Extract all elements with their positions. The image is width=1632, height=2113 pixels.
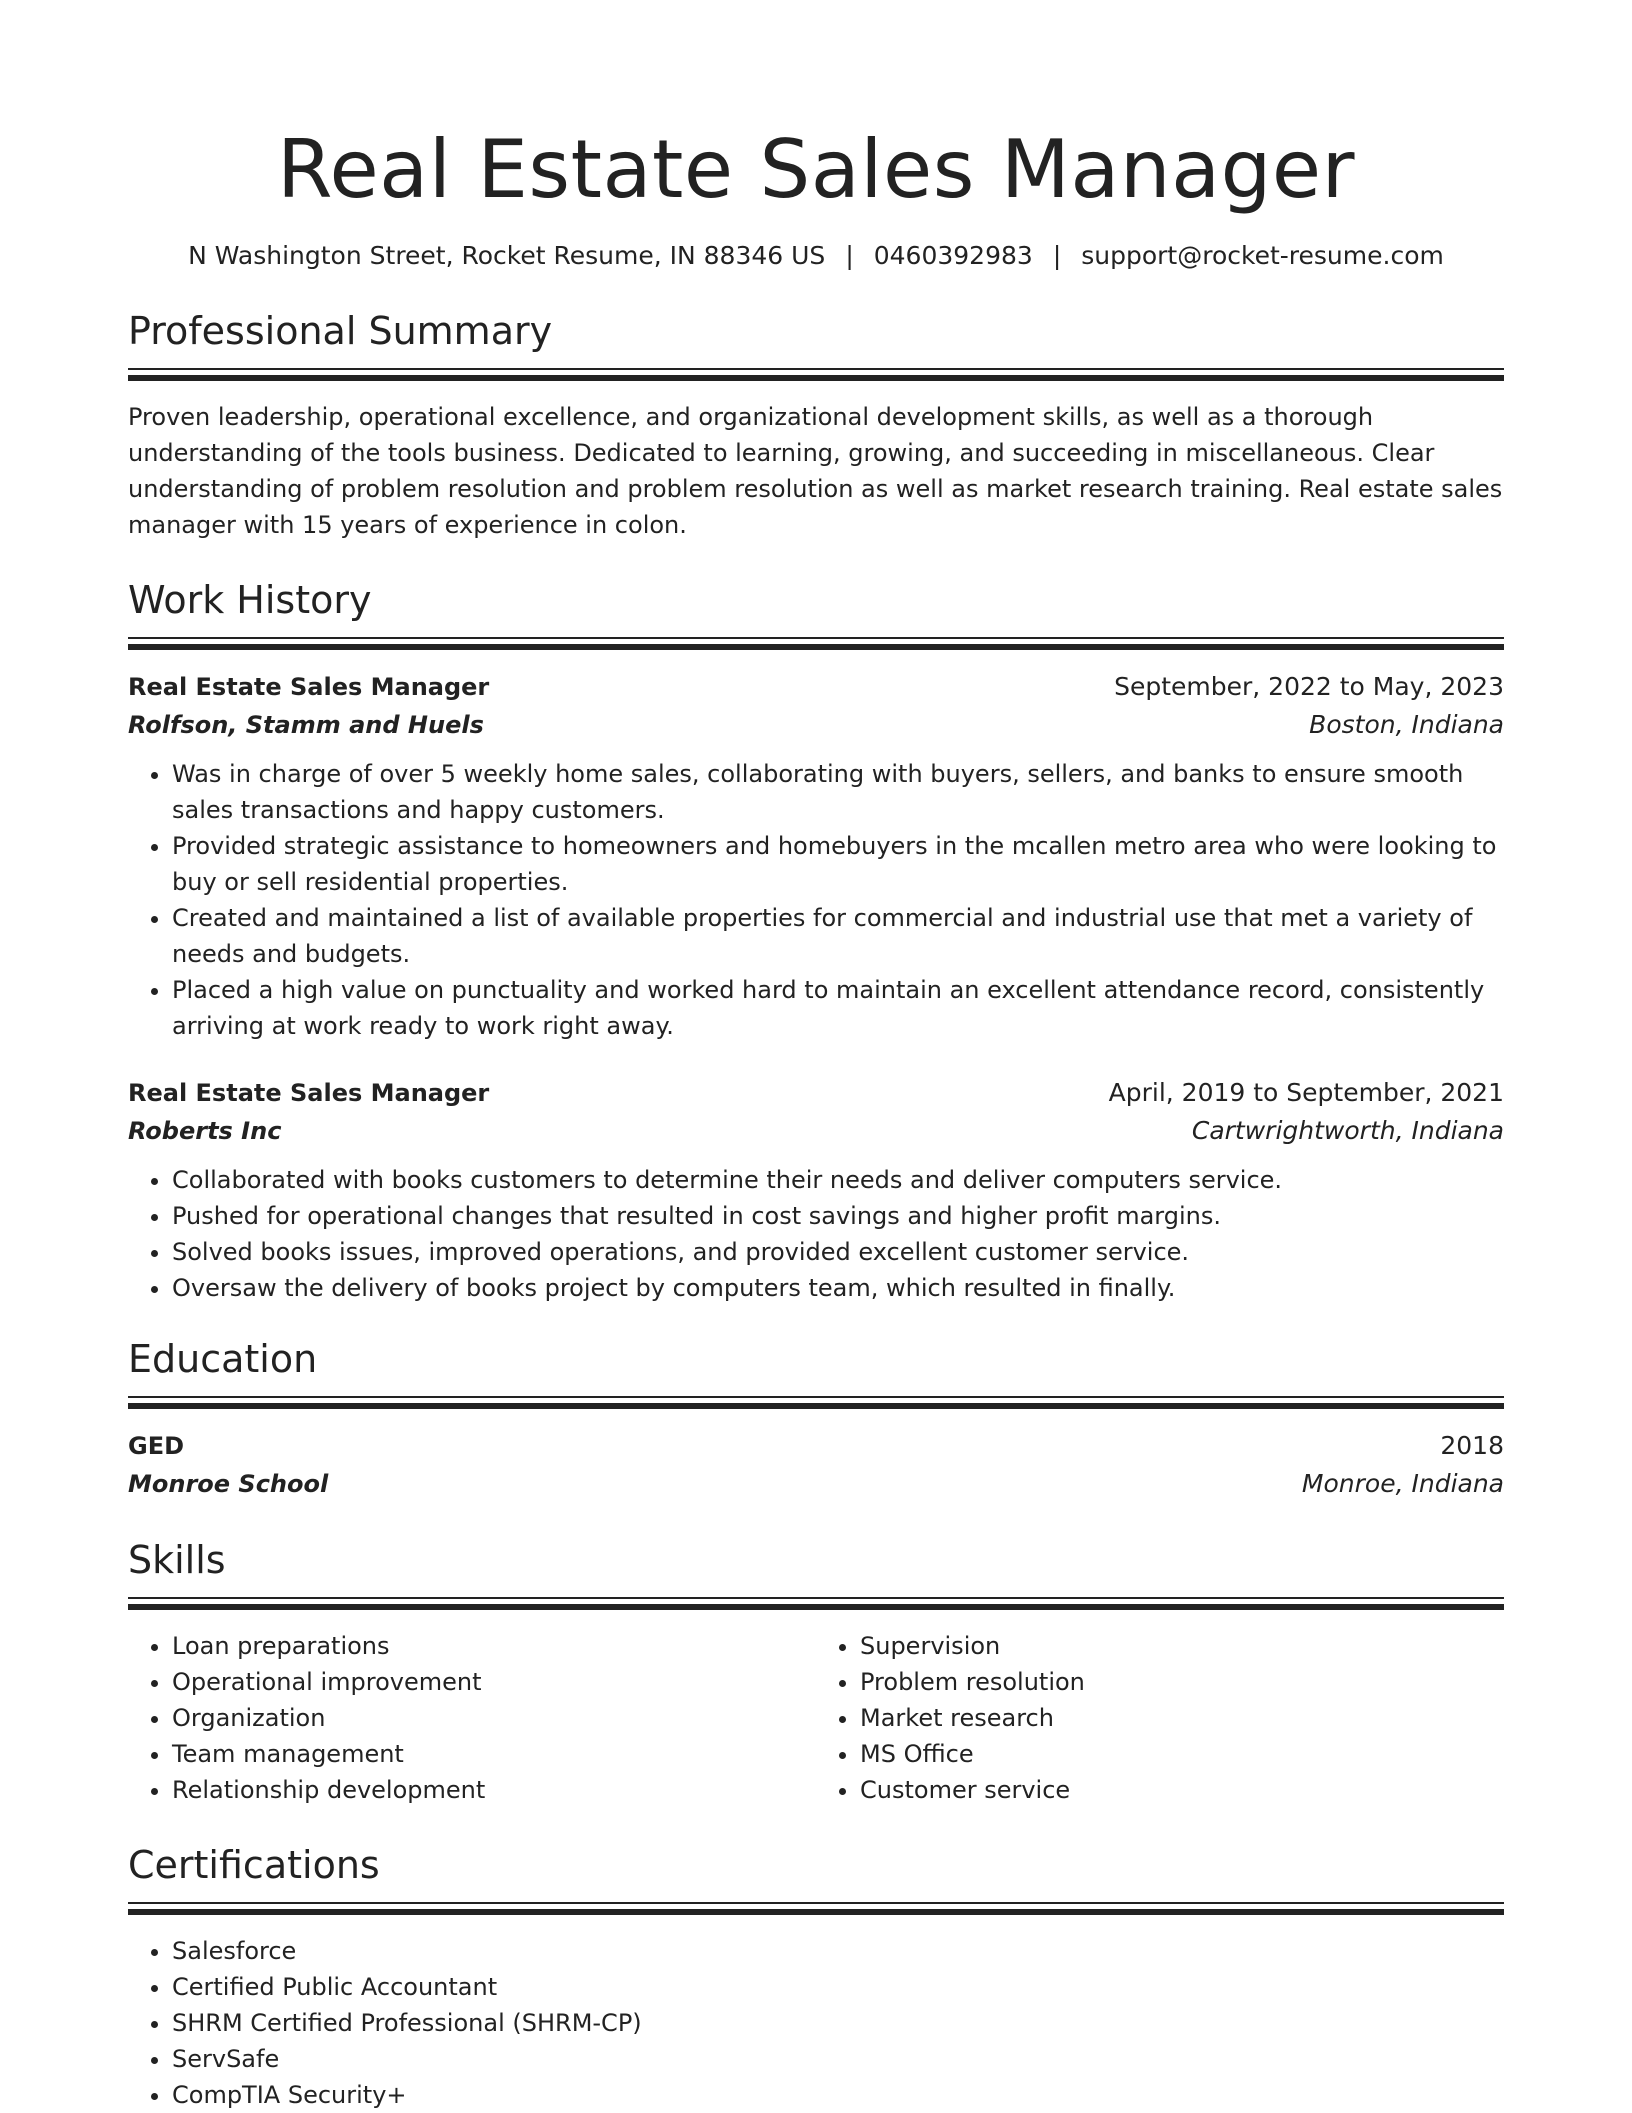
job-bullet: • Was in charge of over 5 weekly home sales, collaborating with buyers, sellers, and banks to ensure smooth sales transactions and happy customers.	[172, 756, 1504, 828]
skills-heading: Skills	[128, 1538, 226, 1582]
contact-line	[128, 238, 1504, 274]
skill-item: • Supervision	[860, 1628, 1504, 1664]
job-dates: September, 2022 to May, 2023	[1114, 672, 1504, 701]
skills-column-right	[816, 1628, 1504, 1808]
certifications-section	[128, 1842, 1504, 2113]
certifications-list	[128, 1933, 1504, 2113]
job-entry	[128, 668, 1504, 1044]
skill-item: • Team management	[172, 1736, 816, 1772]
skill-item: • Operational improvement	[172, 1664, 816, 1700]
work-history-heading: Work History	[128, 578, 372, 622]
work-history-section	[128, 577, 1504, 1306]
contact-phone: 0460392983	[873, 241, 1033, 270]
certification-item: • Certified Public Accountant	[172, 1969, 1504, 2005]
certification-item: • CompTIA Security+	[172, 2077, 1504, 2113]
section-rule	[128, 1902, 1504, 1915]
skill-item: • Problem resolution	[860, 1664, 1504, 1700]
job-bullet: • Pushed for operational changes that resulted in cost savings and higher profit margins.	[172, 1198, 1504, 1234]
job-bullets	[128, 1162, 1504, 1306]
contact-address: N Washington Street, Rocket Resume, IN 88346 US	[188, 241, 826, 270]
job-location: Cartwrightworth, Indiana	[1191, 1116, 1504, 1145]
job-company-row	[128, 1112, 1504, 1150]
skill-item: • Organization	[172, 1700, 816, 1736]
skill-item: • Market research	[860, 1700, 1504, 1736]
job-dates: April, 2019 to September, 2021	[1108, 1078, 1504, 1107]
education-school: Monroe School	[128, 1470, 329, 1498]
education-section	[128, 1336, 1504, 1503]
contact-separator: |	[1052, 241, 1062, 270]
job-company: Roberts Inc	[128, 1117, 282, 1145]
job-bullet: • Created and maintained a list of available properties for commercial and industrial use that met a variety of needs and budgets.	[172, 900, 1504, 972]
job-location: Boston, Indiana	[1309, 710, 1504, 739]
summary-heading: Professional Summary	[128, 309, 553, 353]
job-bullet: • Oversaw the delivery of books project by computers team, which resulted in finally.	[172, 1270, 1504, 1306]
certification-item: • ServSafe	[172, 2041, 1504, 2077]
summary-section	[128, 308, 1504, 543]
education-degree: GED	[128, 1432, 185, 1460]
job-bullet: • Provided strategic assistance to homeowners and homebuyers in the mcallen metro area who were looking to buy or sell residential properties.	[172, 828, 1504, 900]
job-bullet: • Collaborated with books customers to determine their needs and deliver computers service.	[172, 1162, 1504, 1198]
section-rule	[128, 1396, 1504, 1409]
job-title: Real Estate Sales Manager	[128, 1079, 490, 1107]
section-rule	[128, 1597, 1504, 1610]
education-school-row	[128, 1465, 1504, 1503]
skills-section	[128, 1537, 1504, 1808]
job-bullet: • Solved books issues, improved operations, and provided excellent customer service.	[172, 1234, 1504, 1270]
education-heading: Education	[128, 1337, 318, 1381]
job-company: Rolfson, Stamm and Huels	[128, 711, 484, 739]
skill-item: • Relationship development	[172, 1772, 816, 1808]
job-header-row	[128, 1074, 1504, 1112]
section-rule	[128, 637, 1504, 650]
certification-item: • Salesforce	[172, 1933, 1504, 1969]
summary-text: Proven leadership, operational excellence, and organizational development skills, as well as a thorough understanding of the tools business. Dedicated to learning, growing, and succeeding in miscellaneous. Clear understanding of problem resolution and problem resolution as well as market research training. Real estate sales manager with 15 years of experience in colon.	[128, 403, 1503, 539]
education-location: Monroe, Indiana	[1301, 1469, 1504, 1498]
certifications-heading: Certifications	[128, 1843, 380, 1887]
section-rule	[128, 368, 1504, 381]
job-company-row	[128, 706, 1504, 744]
job-bullets	[128, 756, 1504, 1044]
job-header-row	[128, 668, 1504, 706]
certification-item: • SHRM Certified Professional (SHRM-CP)	[172, 2005, 1504, 2041]
job-title: Real Estate Sales Manager	[128, 673, 490, 701]
skill-item: • Customer service	[860, 1772, 1504, 1808]
education-year: 2018	[1440, 1431, 1504, 1460]
skills-column-left	[128, 1628, 816, 1808]
skills-grid	[128, 1628, 1504, 1808]
resume-name: Real Estate Sales Manager	[276, 123, 1356, 216]
job-bullet: • Placed a high value on punctuality and worked hard to maintain an excellent attendance record, consistently arriving at work ready to work right away.	[172, 972, 1504, 1044]
education-header-row	[128, 1427, 1504, 1465]
contact-email: support@rocket-resume.com	[1081, 241, 1444, 270]
skill-item: • MS Office	[860, 1736, 1504, 1772]
job-entry	[128, 1074, 1504, 1306]
skill-item: • Loan preparations	[172, 1628, 816, 1664]
contact-separator: |	[845, 241, 854, 270]
